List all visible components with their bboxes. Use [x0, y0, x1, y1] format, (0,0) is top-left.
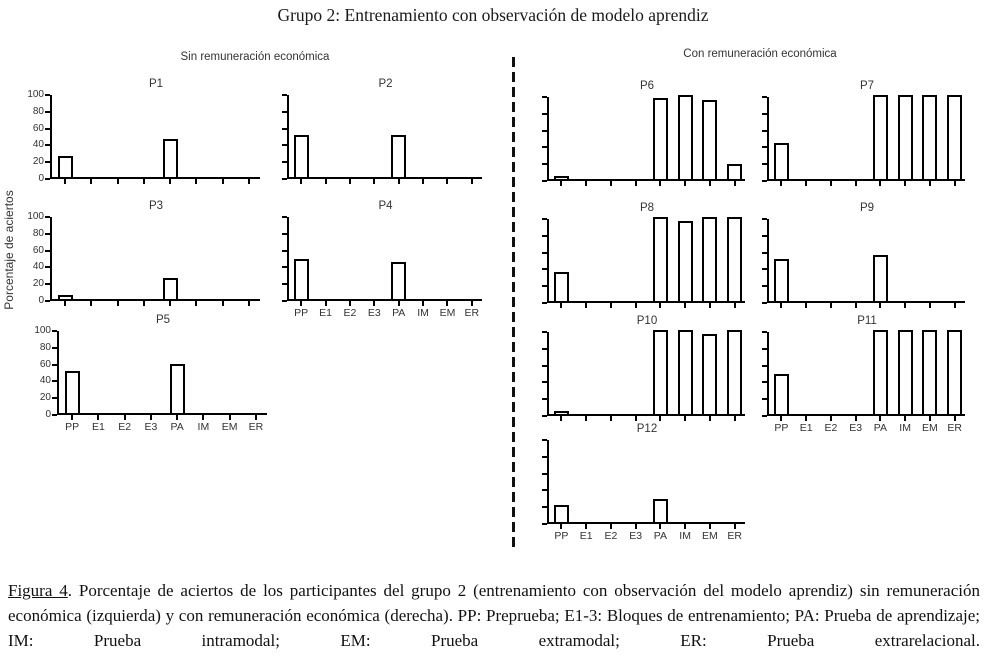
bar-P2-PA	[391, 135, 406, 177]
bar-P6-EM	[702, 100, 717, 179]
y-tick	[282, 266, 287, 268]
x-category-label-EM: EM	[439, 307, 456, 319]
x-tick	[560, 524, 562, 529]
chart-P1	[27, 78, 260, 184]
x-tick	[855, 181, 857, 186]
bar-P3-PP	[58, 295, 73, 299]
bar-P3-PA	[163, 278, 178, 299]
x-tick	[124, 415, 126, 420]
x-category-label-IM: IM	[197, 421, 210, 433]
chart-P7	[767, 80, 965, 181]
y-tick	[542, 523, 547, 525]
y-tick	[762, 381, 767, 383]
y-tick-label: 20	[32, 278, 44, 290]
bar-P11-IM	[898, 330, 913, 414]
x-tick	[780, 416, 782, 421]
x-category-label-ER: ER	[464, 307, 480, 319]
x-tick	[904, 416, 906, 421]
figure-caption	[8, 578, 980, 653]
x-tick	[635, 524, 637, 529]
y-tick	[45, 216, 50, 218]
x-tick	[560, 303, 562, 308]
x-category-label-E3: E3	[629, 530, 643, 542]
bar-P4-PP	[294, 259, 309, 299]
x-category-label-EM: EM	[702, 530, 718, 542]
y-tick	[282, 144, 287, 146]
x-tick	[635, 416, 637, 421]
y-tick	[45, 94, 50, 96]
y-tick	[542, 285, 547, 287]
x-tick	[169, 179, 171, 184]
y-tick	[542, 439, 547, 441]
x-tick	[635, 181, 637, 186]
x-tick	[373, 179, 375, 184]
bar-P6-PP	[554, 176, 569, 179]
x-tick	[97, 415, 99, 420]
chart-P6	[547, 80, 745, 181]
chart-title-P11: P11	[857, 315, 877, 327]
x-tick	[422, 301, 424, 306]
y-tick	[52, 347, 57, 349]
x-tick	[904, 303, 906, 308]
x-tick	[202, 415, 204, 420]
x-tick	[929, 416, 931, 421]
x-category-label-IM: IM	[417, 307, 429, 319]
x-category-label-PA: PA	[873, 422, 887, 434]
x-tick	[684, 416, 686, 421]
x-tick	[373, 301, 375, 306]
y-tick	[282, 283, 287, 285]
y-tick-label: 40	[32, 139, 44, 151]
x-tick	[954, 416, 956, 421]
y-tick	[542, 268, 547, 270]
bar-P2-PP	[294, 135, 309, 177]
x-tick	[585, 181, 587, 186]
x-category-label-PP: PP	[774, 422, 789, 434]
x-tick	[659, 303, 661, 308]
bar-P8-PP	[554, 272, 569, 301]
y-tick-label: 80	[32, 227, 44, 239]
x-tick	[830, 181, 832, 186]
chart-P3	[27, 200, 260, 306]
chart-P11	[767, 315, 965, 434]
x-tick	[929, 303, 931, 308]
x-category-label-ER: ER	[947, 422, 962, 434]
y-tick	[52, 397, 57, 399]
x-tick	[422, 179, 424, 184]
x-category-label-IM: IM	[899, 422, 911, 434]
x-tick	[855, 303, 857, 308]
x-tick	[805, 181, 807, 186]
x-tick	[195, 179, 197, 184]
bar-P1-PP	[58, 156, 73, 177]
bar-P11-PP	[774, 374, 789, 414]
y-axis-label: Porcentaje de aciertos	[2, 190, 16, 310]
y-tick	[282, 250, 287, 252]
x-tick	[117, 179, 119, 184]
x-tick	[398, 179, 400, 184]
y-tick	[762, 163, 767, 165]
chart-title-P3: P3	[148, 200, 164, 212]
x-tick	[610, 524, 612, 529]
x-tick	[805, 416, 807, 421]
x-tick	[610, 416, 612, 421]
y-tick	[45, 144, 50, 146]
y-tick	[762, 302, 767, 304]
bar-P4-PA	[391, 262, 406, 299]
chart-title-P2: P2	[378, 78, 393, 90]
x-tick	[830, 303, 832, 308]
y-tick-label: 100	[27, 89, 44, 100]
x-tick	[169, 301, 171, 306]
x-tick	[64, 179, 66, 184]
x-category-label-E2: E2	[118, 421, 132, 433]
y-tick	[542, 96, 547, 98]
x-tick	[734, 181, 736, 186]
x-tick	[143, 301, 145, 306]
y-tick-label: 80	[32, 105, 44, 117]
y-tick-label: 100	[34, 325, 51, 336]
x-tick	[659, 524, 661, 529]
x-tick	[349, 301, 351, 306]
y-tick	[52, 330, 57, 332]
left-section-header: Sin remuneración económica	[180, 51, 330, 63]
x-category-label-E3: E3	[367, 307, 381, 319]
y-tick	[542, 146, 547, 148]
bar-P8-PA	[653, 217, 668, 301]
y-tick	[542, 348, 547, 350]
figure-caption-label: Figura 4	[8, 581, 68, 600]
x-tick	[325, 179, 327, 184]
bar-P5-PA	[170, 364, 185, 413]
bar-P6-ER	[727, 164, 742, 179]
x-category-label-E1: E1	[91, 421, 105, 433]
x-tick	[780, 303, 782, 308]
y-tick-label: 80	[39, 341, 51, 353]
x-tick	[471, 301, 473, 306]
bar-P8-IM	[678, 221, 693, 301]
y-tick	[762, 235, 767, 237]
x-tick	[398, 301, 400, 306]
y-tick	[762, 398, 767, 400]
x-category-label-PA: PA	[392, 307, 406, 319]
x-tick	[585, 416, 587, 421]
x-category-label-E2: E2	[604, 530, 618, 542]
x-tick	[71, 415, 73, 420]
x-tick	[300, 301, 302, 306]
x-category-label-E3: E3	[144, 421, 158, 433]
x-category-label-PA: PA	[170, 421, 184, 433]
x-tick	[805, 303, 807, 308]
y-tick	[542, 252, 547, 254]
x-tick	[585, 303, 587, 308]
x-tick	[117, 301, 119, 306]
x-category-label-PP: PP	[554, 530, 569, 542]
y-tick-label: 40	[39, 375, 51, 387]
y-tick	[762, 180, 767, 182]
bar-P11-ER	[947, 330, 962, 414]
x-tick	[610, 303, 612, 308]
y-tick	[542, 163, 547, 165]
x-category-label-PP: PP	[294, 307, 309, 319]
y-tick	[282, 94, 287, 96]
y-tick	[45, 178, 50, 180]
x-tick	[734, 416, 736, 421]
bar-P7-IM	[898, 95, 913, 179]
y-tick	[762, 348, 767, 350]
section-divider-dashed-line	[512, 57, 515, 549]
bar-P7-PP	[774, 143, 789, 179]
y-tick	[542, 398, 547, 400]
y-tick	[762, 268, 767, 270]
x-tick	[635, 303, 637, 308]
bar-P6-PA	[653, 98, 668, 179]
bar-P8-EM	[702, 217, 717, 301]
x-tick	[471, 179, 473, 184]
y-tick	[542, 113, 547, 115]
figure-group-title: Grupo 2: Entrenamiento con observación de modelo aprendiz	[277, 5, 709, 25]
y-tick	[762, 113, 767, 115]
x-tick	[684, 303, 686, 308]
bar-P8-ER	[727, 217, 742, 301]
x-tick	[446, 301, 448, 306]
x-tick	[659, 181, 661, 186]
y-tick-label: 60	[32, 244, 44, 256]
x-tick	[90, 301, 92, 306]
y-tick-label: 60	[39, 358, 51, 370]
x-tick	[90, 179, 92, 184]
y-tick	[762, 96, 767, 98]
bar-P12-PA	[653, 499, 668, 522]
x-tick	[349, 179, 351, 184]
y-tick	[762, 218, 767, 220]
x-category-label-ER: ER	[248, 421, 264, 433]
y-tick	[542, 506, 547, 508]
y-tick	[542, 130, 547, 132]
y-tick	[542, 331, 547, 333]
y-tick	[542, 365, 547, 367]
y-tick	[52, 380, 57, 382]
x-tick	[954, 181, 956, 186]
y-tick	[282, 300, 287, 302]
x-tick	[255, 415, 257, 420]
y-tick	[282, 161, 287, 163]
bar-P10-IM	[678, 330, 693, 414]
y-tick	[762, 415, 767, 417]
y-tick	[542, 381, 547, 383]
y-tick	[282, 111, 287, 113]
y-tick-label: 0	[38, 295, 44, 306]
y-tick	[45, 283, 50, 285]
y-tick	[45, 233, 50, 235]
y-tick-label: 60	[32, 122, 44, 134]
y-tick	[542, 180, 547, 182]
y-tick	[45, 300, 50, 302]
chart-title-P5: P5	[155, 314, 171, 326]
y-tick	[762, 331, 767, 333]
bar-P7-ER	[947, 95, 962, 179]
x-tick	[659, 416, 661, 421]
y-tick	[45, 128, 50, 130]
chart-title-P4: P4	[378, 200, 393, 212]
x-category-label-E1: E1	[319, 307, 332, 319]
x-tick	[734, 303, 736, 308]
x-tick	[904, 181, 906, 186]
x-category-label-PA: PA	[653, 530, 667, 542]
chart-title-P12: P12	[636, 423, 658, 435]
x-tick	[64, 301, 66, 306]
y-tick	[282, 233, 287, 235]
x-tick	[709, 416, 711, 421]
x-tick	[830, 416, 832, 421]
x-category-label-E3: E3	[849, 422, 863, 434]
bar-P12-PP	[554, 505, 569, 522]
chart-P4	[287, 200, 482, 319]
x-category-label-E1: E1	[579, 530, 593, 542]
x-tick	[684, 181, 686, 186]
x-tick	[150, 415, 152, 420]
x-tick	[560, 416, 562, 421]
x-category-label-EM: EM	[221, 421, 238, 433]
chart-P12	[547, 423, 745, 542]
chart-title-P10: P10	[636, 315, 658, 327]
x-tick	[709, 524, 711, 529]
x-tick	[780, 181, 782, 186]
x-tick	[610, 181, 612, 186]
x-tick	[248, 301, 250, 306]
bar-P9-PP	[774, 259, 789, 301]
x-tick	[585, 524, 587, 529]
x-tick	[879, 303, 881, 308]
y-tick	[542, 235, 547, 237]
x-category-label-EM: EM	[922, 422, 938, 434]
x-tick	[446, 179, 448, 184]
chart-P9	[767, 202, 965, 303]
x-category-label-E2: E2	[343, 307, 357, 319]
x-tick	[879, 181, 881, 186]
y-tick-label: 40	[32, 261, 44, 273]
bar-P11-EM	[922, 330, 937, 414]
x-category-label-E2: E2	[824, 422, 838, 434]
y-tick	[45, 161, 50, 163]
chart-title-P9: P9	[859, 202, 875, 214]
chart-P10	[547, 315, 745, 416]
x-tick	[560, 181, 562, 186]
chart-title-P6: P6	[639, 80, 655, 92]
x-tick	[248, 179, 250, 184]
chart-P8	[547, 202, 745, 303]
figure-caption-text: . Porcentaje de aciertos de los participantes del grupo 2 (entrenamiento con observación del modelo aprendiz) sin remuneración económica (izquierda) y con remuneración económica (derecha). PP: Preprueba; E1-3: Bloques de entrenamiento; PA: Prueba de aprendizaje; IM: Prueba intramodal; EM: Prueba extramodal; ER: Prueba extrarelacional.	[8, 581, 980, 650]
y-tick	[52, 364, 57, 366]
y-tick	[542, 456, 547, 458]
y-tick	[542, 415, 547, 417]
x-tick	[222, 179, 224, 184]
y-tick-label: 20	[39, 392, 51, 404]
bar-P10-ER	[727, 330, 742, 414]
x-tick	[709, 181, 711, 186]
chart-P5	[34, 314, 267, 433]
x-category-label-ER: ER	[727, 530, 742, 542]
x-tick	[954, 303, 956, 308]
x-tick	[929, 181, 931, 186]
bar-P10-EM	[702, 334, 717, 414]
y-tick	[282, 216, 287, 218]
x-tick	[143, 179, 145, 184]
y-tick	[282, 178, 287, 180]
x-category-label-IM: IM	[679, 530, 691, 542]
bar-P10-PA	[653, 330, 668, 414]
x-tick	[325, 301, 327, 306]
bar-P11-PA	[873, 330, 888, 414]
y-tick	[762, 285, 767, 287]
chart-title-P7: P7	[859, 80, 875, 92]
bar-P7-PA	[873, 95, 888, 179]
x-tick	[195, 301, 197, 306]
y-tick	[542, 218, 547, 220]
bar-P9-PA	[873, 255, 888, 301]
y-tick-label: 0	[45, 409, 51, 420]
y-tick	[762, 365, 767, 367]
chart-title-P1: P1	[148, 78, 164, 90]
chart-title-P8: P8	[639, 202, 655, 214]
y-tick	[542, 473, 547, 475]
y-tick	[45, 111, 50, 113]
x-category-label-PP: PP	[65, 421, 80, 433]
bar-P6-IM	[678, 95, 693, 179]
y-tick-label: 100	[27, 211, 44, 222]
x-tick	[879, 416, 881, 421]
y-tick	[762, 146, 767, 148]
x-tick	[709, 303, 711, 308]
y-tick	[542, 489, 547, 491]
bar-P7-EM	[922, 95, 937, 179]
y-tick-label: 0	[38, 173, 44, 184]
right-section-header: Con remuneración económica	[683, 48, 837, 60]
y-tick	[542, 302, 547, 304]
bar-P10-PP	[554, 411, 569, 414]
x-tick	[222, 301, 224, 306]
x-tick	[229, 415, 231, 420]
y-tick	[282, 128, 287, 130]
x-tick	[855, 416, 857, 421]
chart-P2	[287, 78, 482, 179]
x-tick	[300, 179, 302, 184]
y-tick	[45, 250, 50, 252]
x-tick	[684, 524, 686, 529]
x-tick	[176, 415, 178, 420]
y-tick	[762, 252, 767, 254]
bar-P1-PA	[163, 139, 178, 177]
y-tick-label: 20	[32, 156, 44, 168]
x-tick	[734, 524, 736, 529]
y-tick	[762, 130, 767, 132]
bar-P5-PP	[65, 371, 80, 413]
y-tick	[45, 266, 50, 268]
x-category-label-E1: E1	[799, 422, 813, 434]
y-tick	[52, 414, 57, 416]
